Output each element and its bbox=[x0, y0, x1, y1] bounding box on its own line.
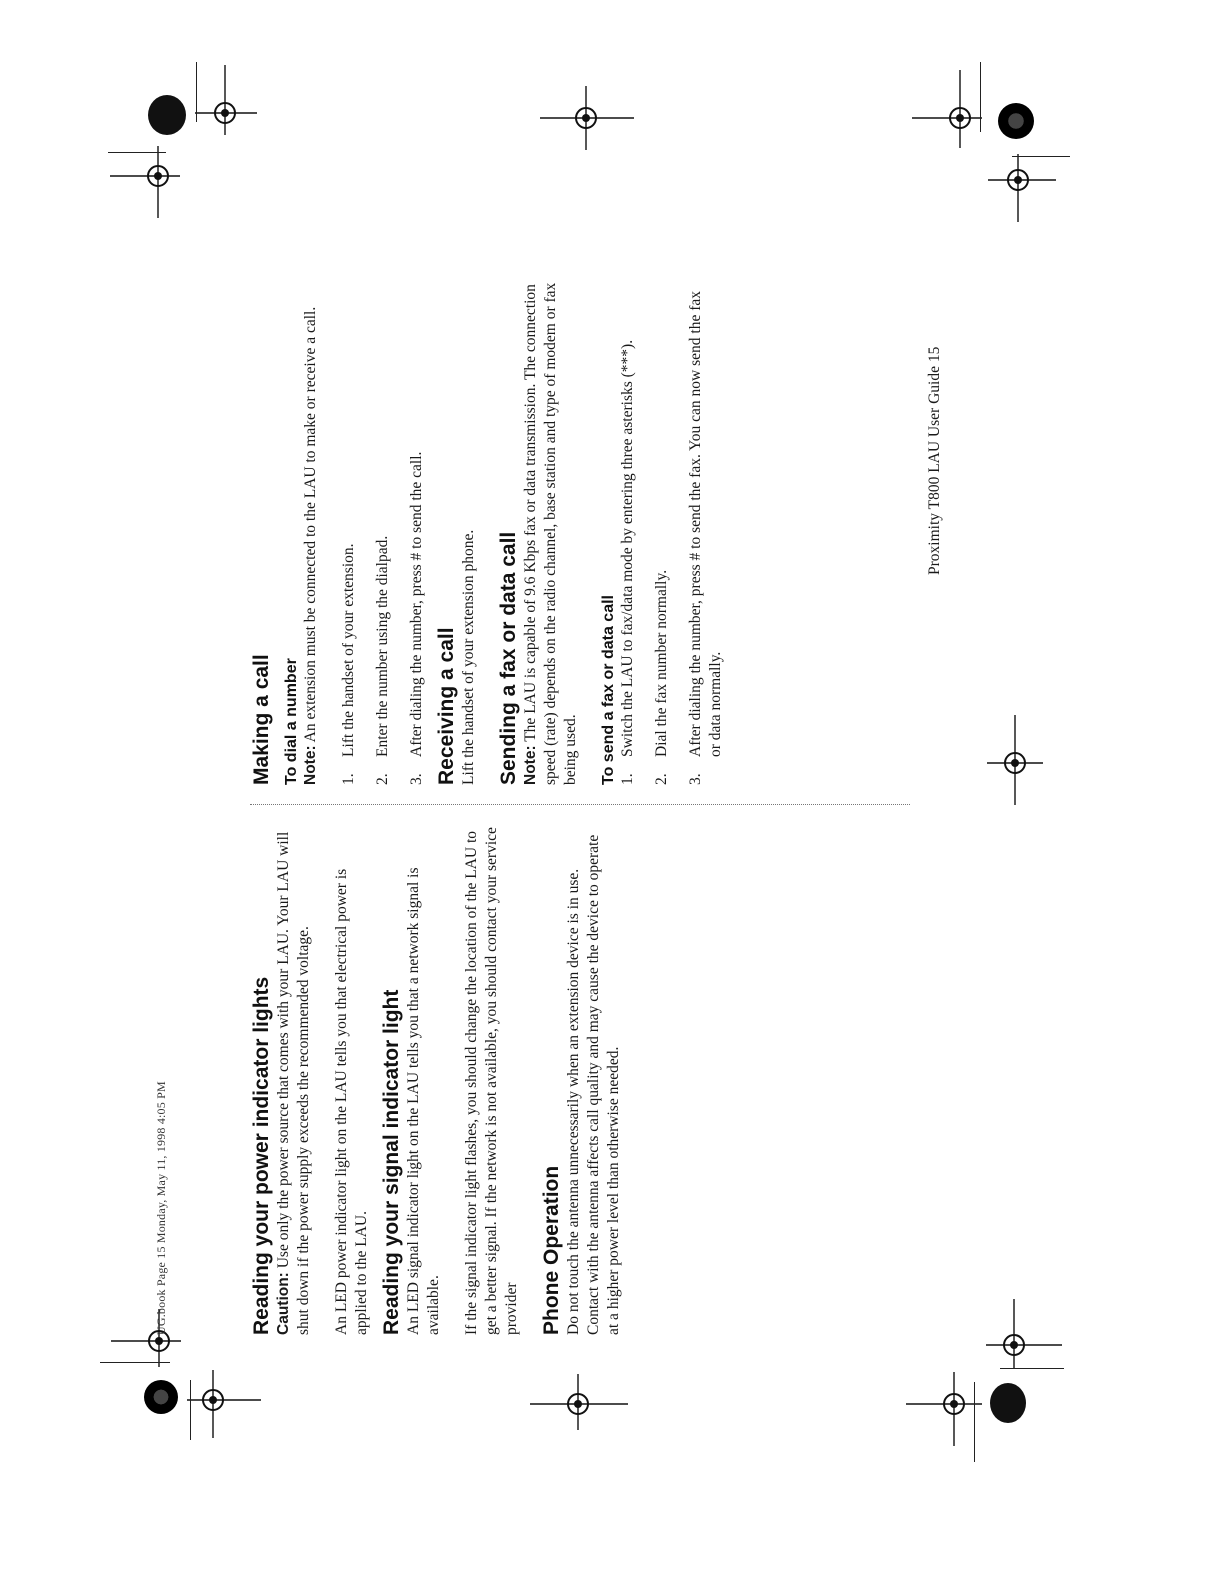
trim-line bbox=[108, 152, 166, 153]
crosshair-icon bbox=[996, 1327, 1032, 1363]
crosshair-icon bbox=[207, 95, 243, 131]
trim-line bbox=[1012, 156, 1070, 157]
crosshair-icon bbox=[568, 100, 604, 136]
heading-fax-data: Sending a fax or data call bbox=[497, 531, 520, 785]
caution-label: Caution: bbox=[275, 1272, 292, 1335]
rotated-page bbox=[154, 282, 970, 1335]
phone-operation-paragraph: Do not touch the antenna unnecessarily when an extension device is in use. Contact with the antenna affects call quality and may cause the device to operate at a higher power level than otherwise needed. bbox=[565, 834, 622, 1335]
registration-dot-bottom-right bbox=[990, 1383, 1026, 1423]
heading-making-call: Making a call bbox=[250, 654, 273, 785]
list-item: 2. Dial the fax number normally. bbox=[653, 569, 670, 785]
page-footer: Proximity T800 LAU User Guide 15 bbox=[926, 346, 943, 575]
column-divider bbox=[250, 804, 910, 805]
crosshair-icon bbox=[936, 1386, 972, 1422]
signal-led-paragraph: An LED signal indicator light on the LAU tells you that a network signal is available. bbox=[405, 867, 442, 1335]
signal-flash-paragraph: If the signal indicator light flashes, you should change the location of the LAU to get a better signal. If the network is not available, you should contact your service provider bbox=[463, 827, 520, 1335]
note-label: Note: bbox=[302, 745, 319, 785]
crosshair-icon bbox=[1000, 162, 1036, 198]
running-head: UG.book Page 15 Monday, May 11, 1998 4:05 PM bbox=[154, 1081, 168, 1335]
fax-steps-list bbox=[618, 275, 726, 785]
list-item: 3. After dialing the number, press # to send the fax. You can now send the fax or data normally. bbox=[687, 291, 724, 785]
left-column bbox=[250, 825, 624, 1335]
registration-sunburst-top-right bbox=[998, 103, 1034, 139]
note-text: An extension must be connected to the LAU to make or receive a call. bbox=[302, 306, 319, 743]
trim-line bbox=[196, 62, 197, 122]
caution-paragraph bbox=[274, 825, 314, 1335]
power-led-paragraph: An LED power indicator light on the LAU tells you that electrical power is applied to the LAU. bbox=[333, 868, 370, 1335]
list-item: 1. Switch the LAU to fax/data mode by entering three asterisks (***). bbox=[619, 339, 636, 785]
subheading-send-fax: To send a fax or data call bbox=[600, 595, 617, 785]
trim-line bbox=[980, 62, 981, 132]
dial-note bbox=[301, 275, 321, 785]
crosshair-icon bbox=[195, 1382, 231, 1418]
trim-line bbox=[100, 1362, 170, 1363]
trim-line bbox=[974, 1382, 975, 1462]
heading-power-indicator: Reading your power indicator lights bbox=[250, 976, 273, 1335]
heading-signal-indicator: Reading your signal indicator light bbox=[380, 989, 403, 1335]
trim-line bbox=[190, 1380, 191, 1440]
fax-note bbox=[521, 275, 581, 785]
heading-phone-operation: Phone Operation bbox=[540, 1165, 563, 1335]
registration-sunburst-bottom-left bbox=[144, 1380, 178, 1414]
note-text: The LAU is capable of 9.6 Kbps fax or data transmission. The connection speed (rate) depends on the radio channel, base station and type of modem or fax being used. bbox=[522, 282, 579, 785]
subheading-dial-number: To dial a number bbox=[283, 658, 300, 785]
caution-text: Use only the power source that comes with your LAU. Your LAU will shut down if the power supply exceeds the recommended voltage. bbox=[275, 831, 312, 1335]
trim-line bbox=[1000, 1368, 1064, 1369]
list-item: 3. After dialing the number, press # to send the call. bbox=[408, 451, 425, 785]
registration-dot-top-left bbox=[148, 95, 186, 135]
right-column bbox=[250, 275, 726, 785]
crosshair-icon bbox=[560, 1386, 596, 1422]
list-item: 1. Lift the handset of your extension. bbox=[340, 543, 357, 785]
list-item: 2. Enter the number using the dialpad. bbox=[374, 535, 391, 785]
crosshair-icon bbox=[140, 158, 176, 194]
heading-receiving-call: Receiving a call bbox=[435, 627, 458, 785]
crosshair-icon bbox=[942, 100, 978, 136]
note-label: Note: bbox=[522, 745, 539, 785]
receiving-paragraph: Lift the handset of your extension phone. bbox=[460, 529, 477, 785]
dial-steps-list bbox=[339, 275, 427, 785]
crosshair-icon bbox=[997, 745, 1033, 781]
